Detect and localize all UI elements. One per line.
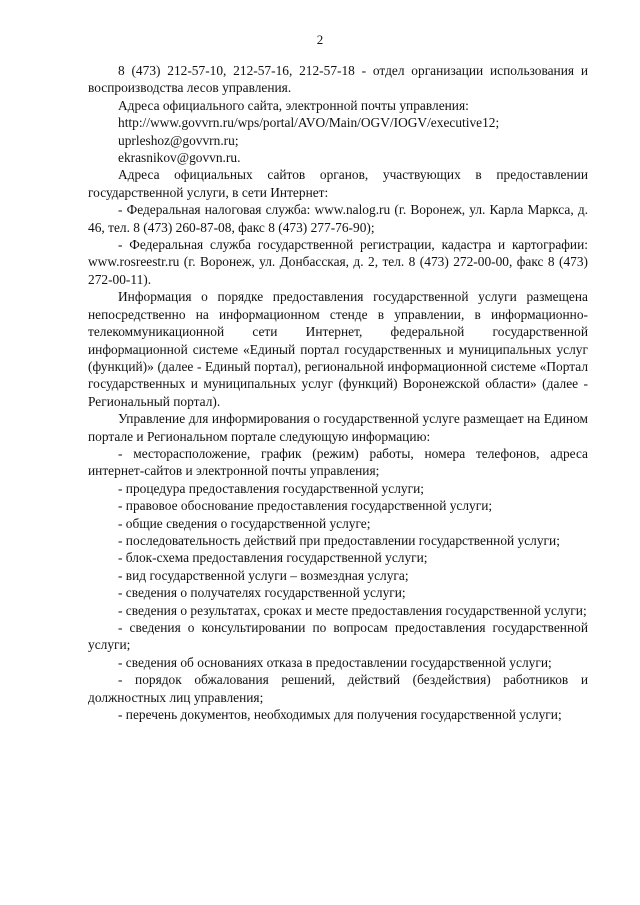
paragraph-portal-information-heading: Управление для информирования о государственной услуге размещает на Едином портале и Региональном портале следующую информацию:: [88, 411, 588, 444]
list-item: - сведения о получателях государственной услуги;: [118, 585, 406, 601]
list-item: - порядок обжалования решений, действий (бездействия) работников и должностных лиц управления;: [88, 672, 588, 705]
paragraph-information-placement: Информация о порядке предоставления государственной услуги размещена непосредственно на информационном стенде в управлении, в информационно-телекоммуникационной сети Интернет, федеральной государственной информационной системе «Единый портал государственных и муниципальных услуг (функций)» (далее - Единый портал), региональной информационной системе «Портал государственных и муниципальных услуг (функций) Воронежской области» (далее - Региональный портал).: [88, 289, 588, 409]
list-item: - вид государственной услуги – возмездная услуга;: [118, 567, 409, 583]
list-item-tax-service: - Федеральная налоговая служба: www.nalog.ru (г. Воронеж, ул. Карла Маркса, д. 46, тел. 8 (473) 260-87-08, факс 8 (473) 277-76-90);: [88, 202, 588, 235]
website-url-text: http://www.govvrn.ru/wps/portal/AVO/Main/OGV/IOGV/executive12;: [118, 115, 500, 131]
paragraph-phone-numbers: 8 (473) 212-57-10, 212-57-16, 212-57-18 - отдел организации использования и воспроизводства лесов управления.: [88, 63, 588, 96]
document-body: [88, 62, 588, 723]
list-item: - общие сведения о государственной услуге;: [118, 515, 371, 531]
list-item: - месторасположение, график (режим) работы, номера телефонов, адреса интернет-сайтов и электронной почты управления;: [88, 445, 588, 479]
list-item: - перечень документов, необходимых для получения государственной услуги;: [118, 707, 562, 723]
list-item: - сведения об основаниях отказа в предоставлении государственной услуги;: [118, 654, 552, 670]
paragraph-agency-sites-heading: Адреса официальных сайтов органов, участвующих в предоставлении государственной услуги, в сети Интернет:: [88, 167, 588, 200]
paragraph-official-addresses-heading: Адреса официального сайта, электронной почты управления:: [118, 97, 469, 113]
list-item: - правовое обоснование предоставления государственной услуги;: [118, 498, 493, 514]
list-item: - сведения о результатах, сроках и месте предоставления государственной услуги;: [118, 602, 587, 618]
list-item: - сведения о консультировании по вопросам предоставления государственной услуги;: [88, 620, 588, 653]
list-item-rosreestr: - Федеральная служба государственной регистрации, кадастра и картографии: www.rosreestr.ru (г. Воронеж, ул. Донбасская, д. 2, тел. 8 (473) 272-00-00, факс 8 (473) 272-00-11).: [88, 237, 588, 287]
list-item: - блок-схема предоставления государственной услуги;: [118, 550, 428, 566]
email-address-1: uprleshoz@govvrn.ru;: [118, 132, 239, 148]
list-item: - последовательность действий при предоставлении государственной услуги;: [118, 532, 560, 548]
page-number: 2: [316, 32, 324, 47]
email-address-2: ekrasnikov@govvn.ru.: [118, 150, 241, 166]
list-item: - процедура предоставления государственной услуги;: [118, 480, 424, 496]
